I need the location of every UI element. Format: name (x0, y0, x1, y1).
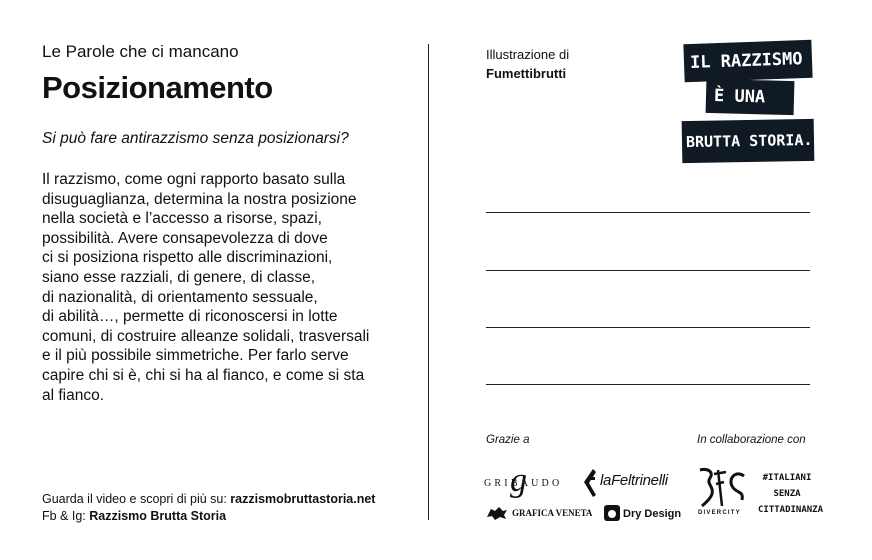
footer-video-prefix: Guarda il video e scopri di più su: (42, 492, 231, 506)
gribaudo-logo (484, 462, 564, 500)
dry-design-drop-icon (604, 505, 620, 521)
page-title: Posizionamento (42, 70, 273, 105)
stamp-line: BRUTTA STORIA. (682, 119, 815, 163)
illustration-label: Illustrazione di (486, 47, 570, 62)
italiani-senza-cittadinanza-logo (758, 470, 824, 522)
body-line: di nazionalità, di orientamento sessuale, (42, 288, 318, 306)
address-line (486, 270, 810, 271)
gribaudo-wordmark: GRIBAUDO (484, 478, 563, 489)
body-line: capire chi si è, chi si ha al fianco, e come si sta (42, 366, 365, 384)
illustration-credit (486, 45, 569, 83)
footer-links (42, 491, 375, 525)
gribaudo-g-mark-icon: g (510, 462, 527, 499)
address-line (486, 384, 810, 385)
feltrinelli-f-mark-icon (582, 468, 598, 498)
body-line: di abilità…, permette di riconoscersi in lotte (42, 308, 338, 326)
stamp-line: È UNA (706, 79, 795, 115)
dry-design-logo (604, 505, 684, 523)
social-handle-link[interactable]: Razzismo Brutta Storia (89, 509, 227, 523)
feltrinelli-wordmark: laFeltrinelli (600, 472, 668, 489)
campaign-stamp-logo (682, 40, 814, 166)
body-line: siano esse razziali, di genere, di classe, (42, 268, 316, 286)
vertical-divider (428, 44, 429, 520)
grafica-veneta-logo (486, 505, 596, 523)
website-link[interactable]: razzismobruttastoria.net (230, 492, 376, 506)
body-line: comuni, di costruire alleanze solidali, trasversali (42, 327, 370, 345)
body-line: ci si posiziona rispetto alle discriminazioni, (42, 249, 333, 267)
divercity-festival-logo (696, 466, 750, 522)
body-line: Il razzismo, come ogni rapporto basato sulla (42, 171, 346, 188)
footer-video-line (42, 491, 375, 508)
divercity-mark-icon (696, 466, 748, 508)
feltrinelli-logo (582, 468, 678, 498)
address-line (486, 327, 810, 328)
body-line: e il più possibile simmetriche. Per farlo serve (42, 347, 349, 365)
stamp-line: IL RAZZISMO (683, 40, 812, 82)
collaboration-label: In collaborazione con (697, 434, 806, 446)
illustrator-name: Fumettibrutti (486, 66, 567, 81)
question-text: Si può fare antirazzismo senza posizionarsi? (42, 130, 349, 147)
footer-social-line (42, 508, 375, 525)
dry-design-wordmark: Dry Design (623, 508, 682, 520)
series-title: Le Parole che ci mancano (42, 42, 239, 61)
address-line (486, 212, 810, 213)
grafica-veneta-wordmark: GRAFICA VENETA (512, 508, 593, 518)
body-line: disuguaglianza, determina la nostra posizione (42, 190, 357, 208)
divercity-wordmark: DIVERCITY (698, 510, 741, 516)
italiani-line: CITTADINANZA (758, 505, 824, 515)
italiani-line: #ITALIANI (762, 473, 812, 483)
body-line: nella società e l’accesso a risorse, spazi, (42, 210, 322, 228)
body-line: al fianco. (42, 386, 105, 404)
grafica-veneta-lion-icon (486, 505, 508, 521)
body-paragraph (42, 170, 402, 405)
body-line: possibilità. Avere consapevolezza di dove (42, 229, 328, 247)
thanks-label: Grazie a (486, 434, 530, 446)
footer-social-prefix: Fb & Ig: (42, 509, 90, 523)
italiani-line: SENZA (773, 489, 801, 499)
